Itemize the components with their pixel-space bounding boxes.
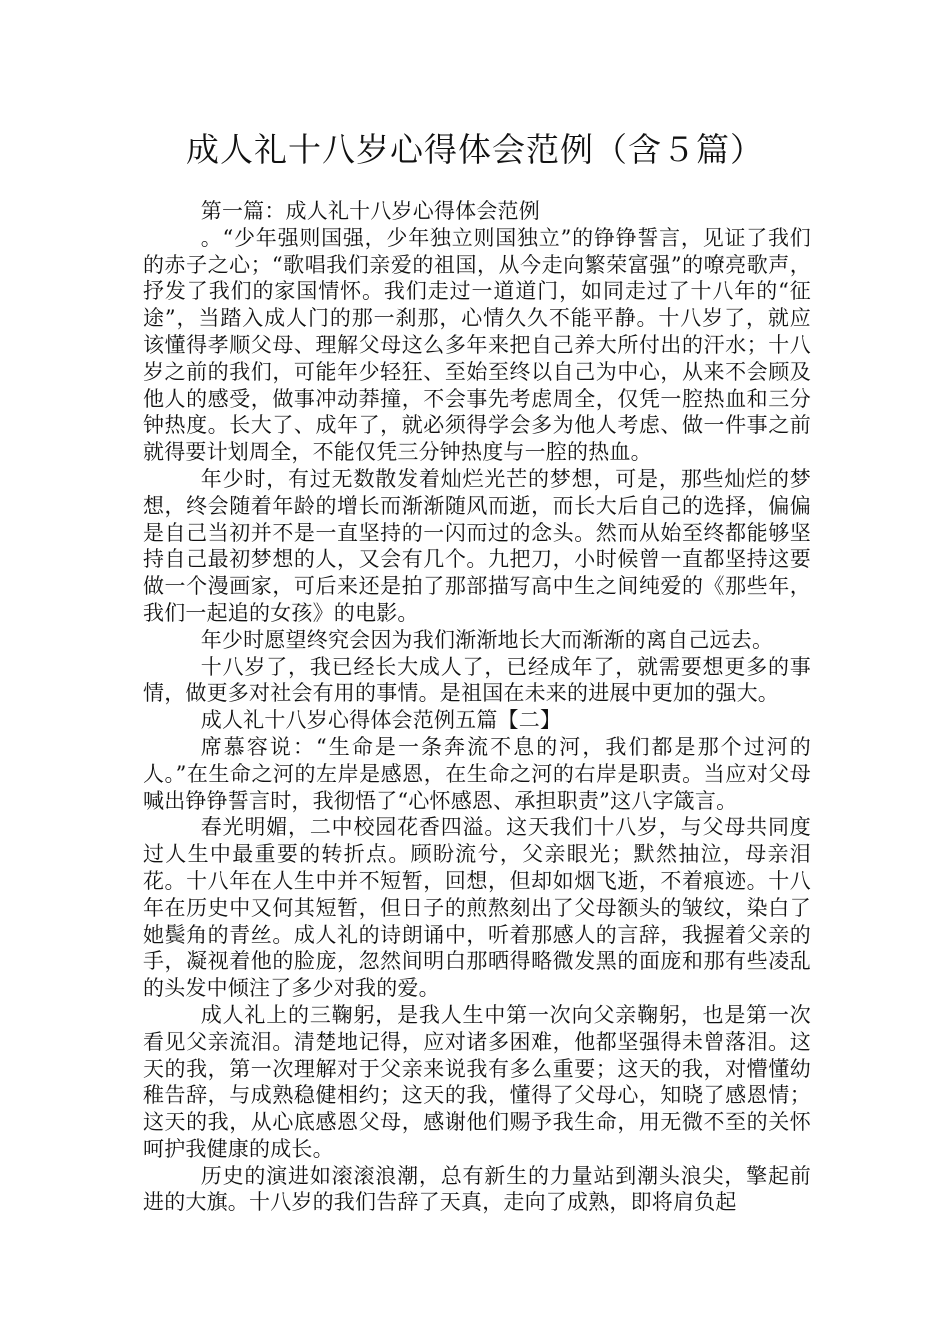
body-paragraph: 春光明媚，二中校园花香四溢。这天我们十八岁，与父母共同度过人生中最重要的转折点。顾盼流兮，父亲眼光；默然抽泣，母亲泪花。十八年在人生中并不短暂，回想，但却如烟飞逝，不着痕迹。十八年在历史中又何其短暂，但日子的煎熬刻出了父母额头的皱纹，染白了她鬓角的青丝。成人礼的诗朗诵中，听着那感人的言辞，我握着父亲的手，凝视着他的脸庞，忽然间明白那晒得略微发黑的面庞和那有些凌乱的头发中倾注了多少对我的爱。 [143, 815, 811, 1001]
body-paragraph: 十八岁了，我已经长大成人了，已经成年了，就需要想更多的事情，做更多对社会有用的事情。是祖国在未来的进展中更加的强大。 [143, 654, 811, 706]
body-paragraph: 成人礼上的三鞠躬，是我人生中第一次向父亲鞠躬，也是第一次看见父亲流泪。清楚地记得，应对诸多困难，他都坚强得未曾落泪。这天的我，第一次理解对于父亲来说我有多么重要；这天的我，对懵懂幼稚告辞，与成熟稳健相约；这天的我，懂得了父母心，知晓了感恩情；这天的我，从心底感恩父母，感谢他们赐予我生命，用无微不至的关怀呵护我健康的成长。 [143, 1002, 811, 1161]
section-heading-2: 成人礼十八岁心得体会范例五篇【二】 [200, 708, 562, 733]
body-paragraph: 。“少年强则国强，少年独立则国独立”的铮铮誓言，见证了我们的赤子之心；“歌唱我们亲爱的祖国，从今走向繁荣富强”的嘹亮歌声，抒发了我们的家国情怀。我们走过一道道门，如同走过了十八年的“征途”，当踏入成人门的那一刹那，心情久久不能平静。十八岁了，就应该懂得孝顺父母、理解父母这么多年来把自己养大所付出的汗水；十八岁之前的我们，可能年少轻狂、至始至终以自己为中心，从来不会顾及他人的感受，做事冲动莽撞，不会事先考虑周全，仅凭一腔热血和三分钟热度。长大了、成年了，就必须得学会多为他人考虑、做一件事之前就得要计划周全，不能仅凭三分钟热度与一腔的热血。 [143, 225, 811, 465]
body-paragraph: 历史的演进如滚滚浪潮，总有新生的力量站到潮头浪尖，擎起前进的大旗。十八岁的我们告辞了天真，走向了成熟，即将肩负起 [143, 1163, 811, 1215]
body-paragraph: 席慕容说：“生命是一条奔流不息的河，我们都是那个过河的人。”在生命之河的左岸是感恩，在生命之河的右岸是职责。当应对父母喊出铮铮誓言时，我彻悟了“心怀感恩、承担职责”这八字箴言。 [143, 734, 811, 813]
body-paragraph: 年少时，有过无数散发着灿烂光芒的梦想，可是，那些灿烂的梦想，终会随着年龄的增长而渐渐随风而逝，而长大后自己的选择，偏偏是自己当初并不是一直坚持的一闪而过的念头。然而从始至终都能够坚持自己最初梦想的人，又会有几个。九把刀，小时候曾一直都坚持这要做一个漫画家，可后来还是拍了那部描写高中生之间纯爱的《那些年，我们一起追的女孩》的电影。 [143, 466, 811, 625]
document-title: 成人礼十八岁心得体会范例（含５篇） [186, 130, 764, 169]
body-paragraph: 年少时愿望终究会因为我们渐渐地长大而渐渐的离自己远去。 [200, 627, 774, 652]
section-heading-1: 第一篇：成人礼十八岁心得体会范例 [200, 199, 540, 223]
document-body [143, 198, 811, 1216]
